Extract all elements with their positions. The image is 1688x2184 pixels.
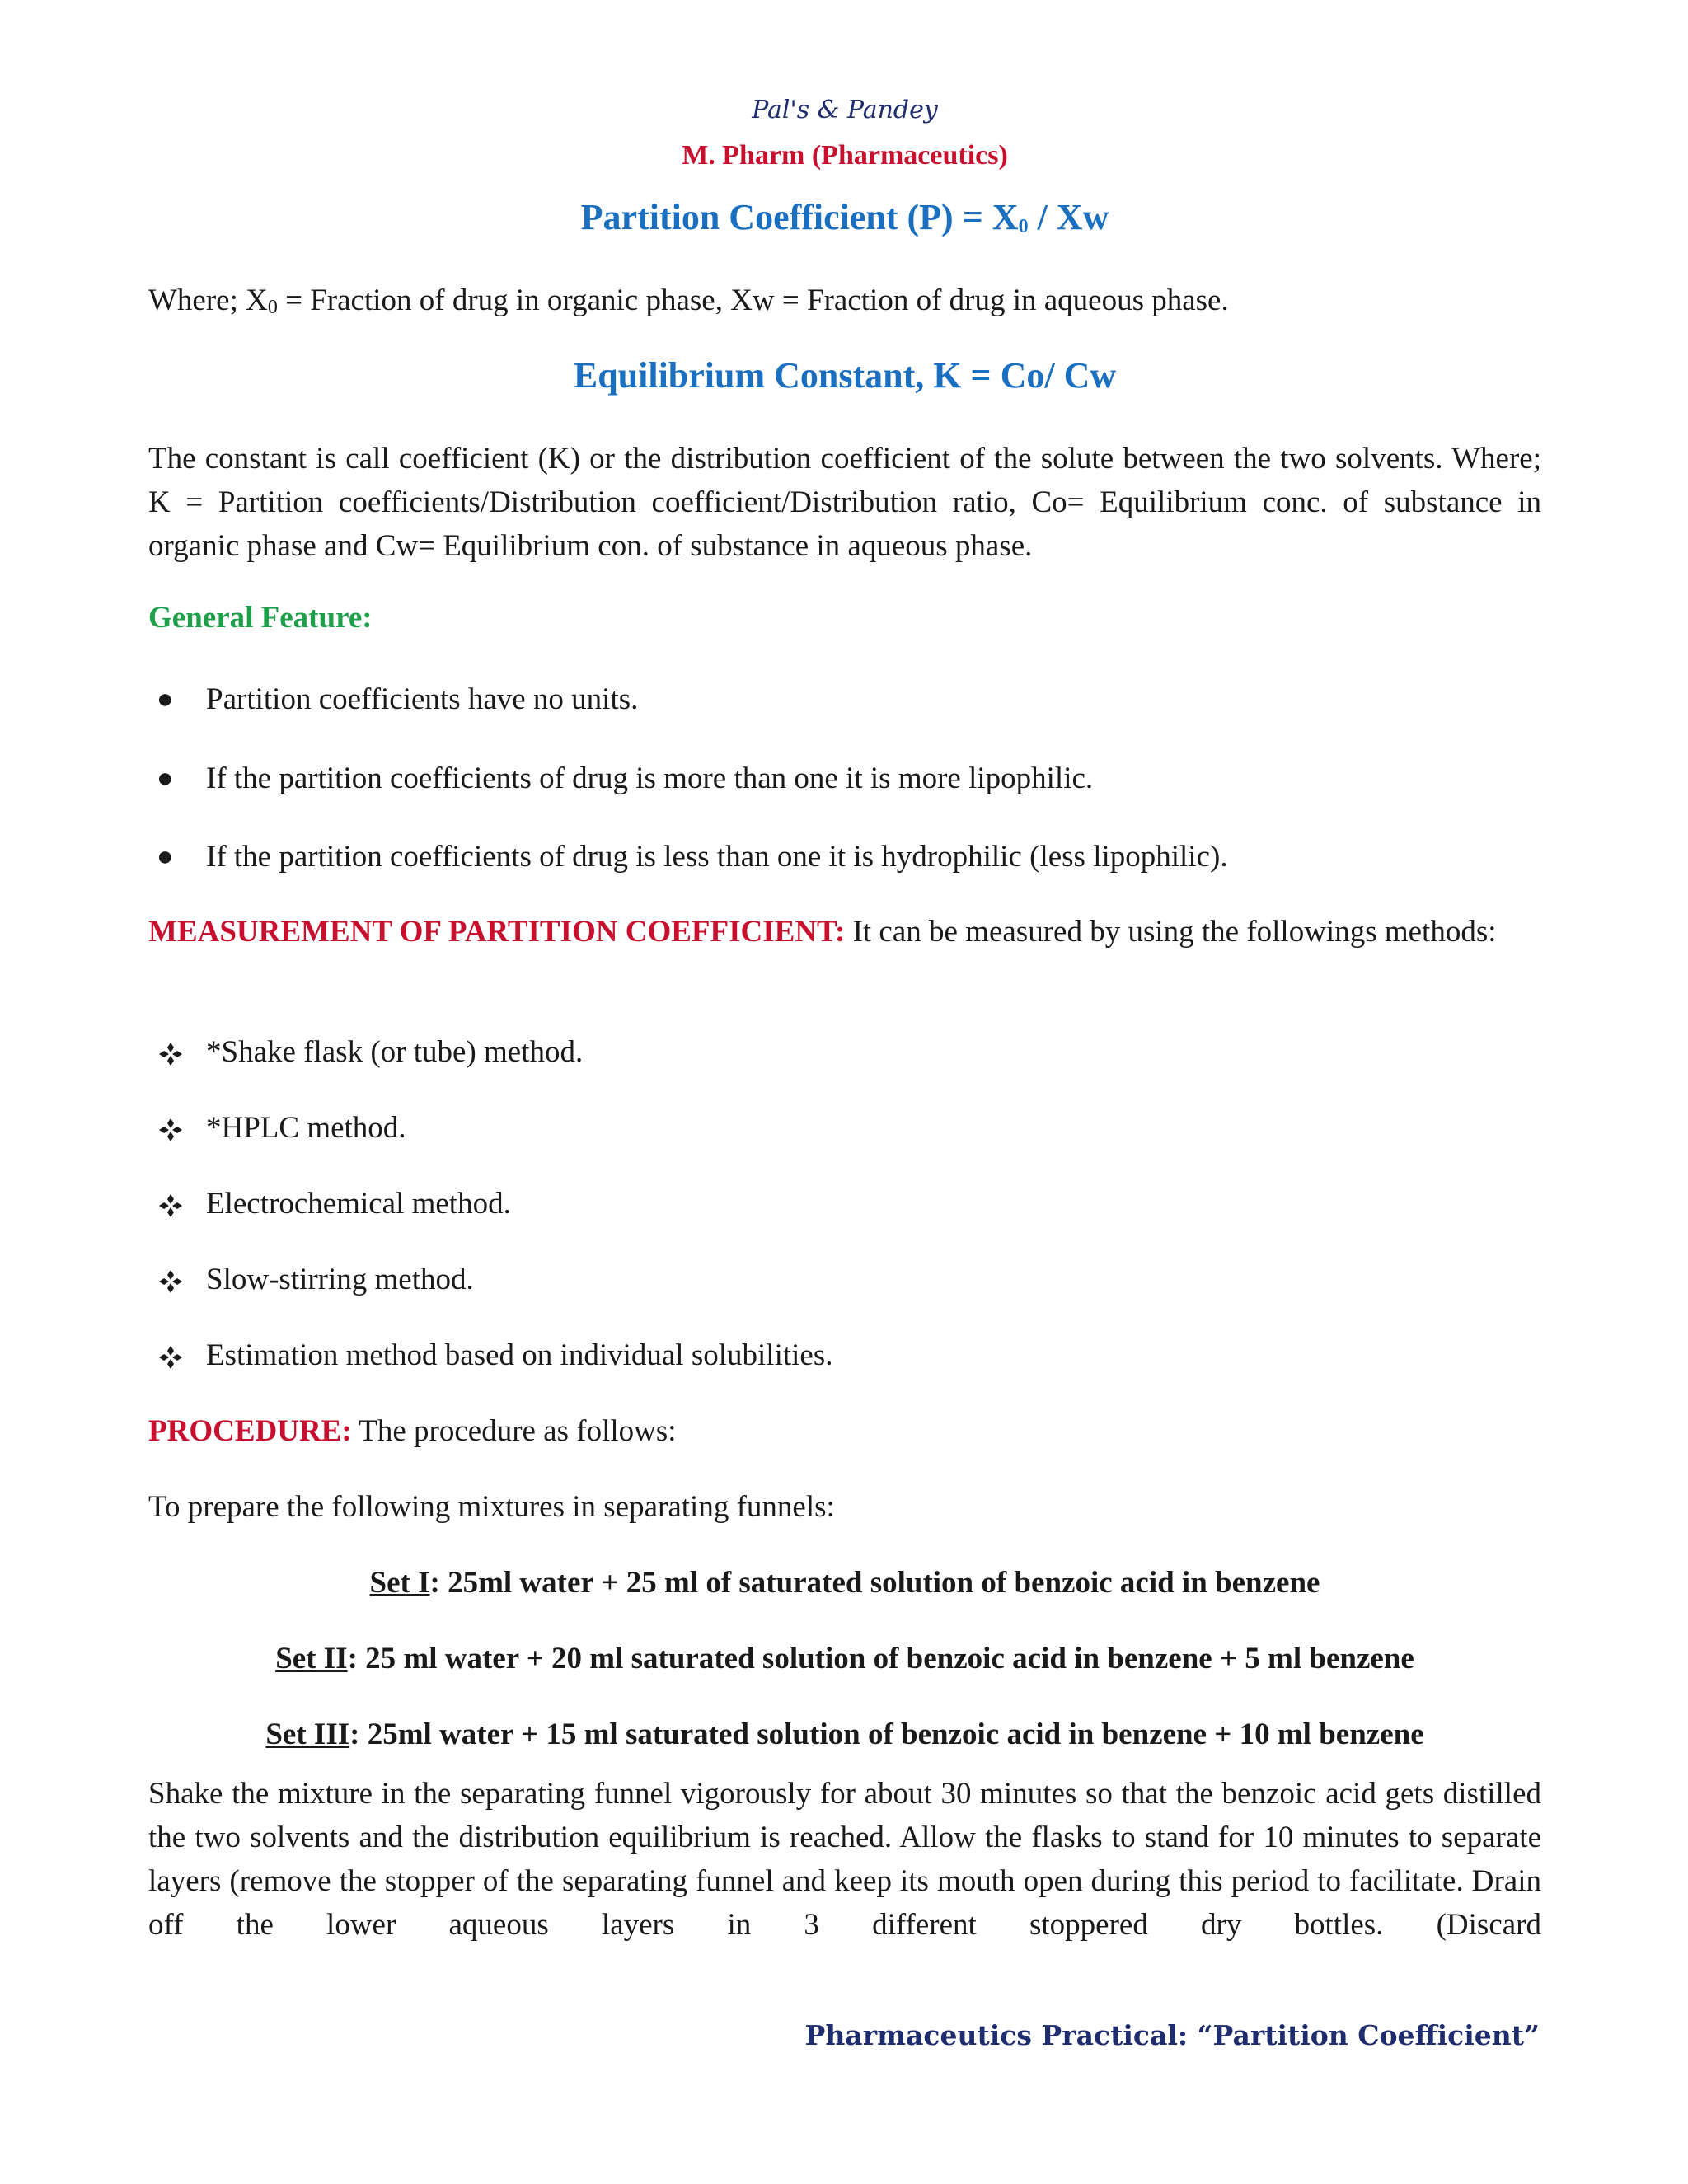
procedure-instructions: Shake the mixture in the separating funnel vigorously for about 30 minutes so that the benzoic acid gets distilled the two solvents and the distribution equilibrium is reached. Allow the flasks to stand for 10 minutes to separate layers (remove the stopper of the separating funnel and keep its mouth open during this period to facilitate. Drain off the lower aqueous layers in 3 different stoppered dry bottles. (Discard [148,1777,1541,1942]
set-ii-line: Set II: 25 ml water + 20 ml saturated solution of benzoic acid in benzene + 5 ml benzene [275,1642,1414,1675]
diamond-bullet-icon [158,1269,183,1294]
general-feature-heading: General Feature: [148,601,373,635]
bullet-icon: ● [157,763,174,794]
partition-coefficient-formula: Partition Coefficient $(P) = X_0 / Xw$ [580,197,1109,237]
bullet-icon: ● [157,684,174,715]
procedure-paragraph: PROCEDURE: The procedure as follows: [148,1414,677,1448]
diamond-bullet-icon [158,1118,183,1142]
document-page: Pal's & Pandey M. Pharm (Pharmaceutics) Partition Coefficient $(P) = X_0 / Xw$ Where; $X_0$ = Fraction of drug in organic phase, Xw = Fraction of drug in aqueous phase. Equilibrium Constant, K = Co/ Cw The constant is call coefficient (K) or the distribution coefficient of the solute between the two solvents. Where; K = Partition coefficients/Distribution coefficient/Distribution ratio, Co= Equilibrium conc. of substance in organic phase and Cw= Equilibrium con. of substance in aqueous phase. General Feature: ● Partition coefficients have no units. ● If the partition coefficients of drug is more than one it is more lipophilic. ● If the partition coefficients of drug is less than one it is hydrophilic (less lipophilic). MEASUREMENT OF PARTITION COEFFICIENT: It can be measured by using the followings methods: *Shake flask (or tube) method. *HPLC method. Electrochemical method. Slow-stirring method. Estimation method based on individual solubilities. PROCEDURE: The procedure as follows: To prepare the following mixtures in separating funnels: Set I: 25ml water + 25 ml of saturated solution of benzoic acid in benzene Set II: 25 ml water + 20 ml saturated solution of benzoic acid in benzene + 5 ml benzene Set III: 25ml water + 15 ml saturated solution of benzoic acid in benzene + 10 ml benzene Shake the mixture in the separating funnel vigorously for about 30 minutes so that the benzoic acid gets distilled the two solvents and the distribution equilibrium is reached. Allow the flasks to stand for 10 minutes to separate layers (remove the stopper of the separating funnel and keep its mouth open during this period to facilitate. Drain off the lower aqueous layers in 3 different stoppered dry bottles. (Discard Pharmaceutics Practical: “Partition Coefficient” [148,96,1541,2051]
course-subtitle: M. Pharm (Pharmaceutics) [682,140,1008,171]
bullet-icon: ● [157,841,174,872]
procedure-heading: PROCEDURE: [148,1414,352,1448]
prepare-mixtures-line: To prepare the following mixtures in separating funnels: [148,1490,835,1524]
equilibrium-constant-formula: Equilibrium Constant, K = Co/ Cw [573,355,1117,396]
measurement-paragraph: MEASUREMENT OF PARTITION COEFFICIENT: It can be measured by using the followings methods: [148,915,1497,949]
diamond-bullet-icon [158,1193,183,1218]
page-footer: Pharmaceutics Practical: “Partition Coefficient” [804,2019,1540,2051]
measurement-heading: MEASUREMENT OF PARTITION COEFFICIENT: [148,915,846,949]
diamond-bullet-icon [158,1042,183,1066]
formula-where-definition: Where; $X_0$ = Fraction of drug in organic phase, Xw = Fraction of drug in aqueous phase. [148,284,1229,318]
set-iii-line: Set III: 25ml water + 15 ml saturated solution of benzoic acid in benzene + 10 ml benzene [265,1718,1424,1751]
set-i-line: Set I: 25ml water + 25 ml of saturated solution of benzoic acid in benzene [369,1566,1320,1600]
diamond-bullet-icon [158,1345,183,1370]
equilibrium-description: The constant is call coefficient (K) or the distribution coefficient of the solute between the two solvents. Where; K = Partition coefficients/Distribution coefficient/Distribution ratio, Co= Equilibrium conc. of substance in organic phase and Cw= Equilibrium con. of substance in aqueous phase. [148,442,1541,563]
author-header: Pal's & Pandey [752,96,938,124]
